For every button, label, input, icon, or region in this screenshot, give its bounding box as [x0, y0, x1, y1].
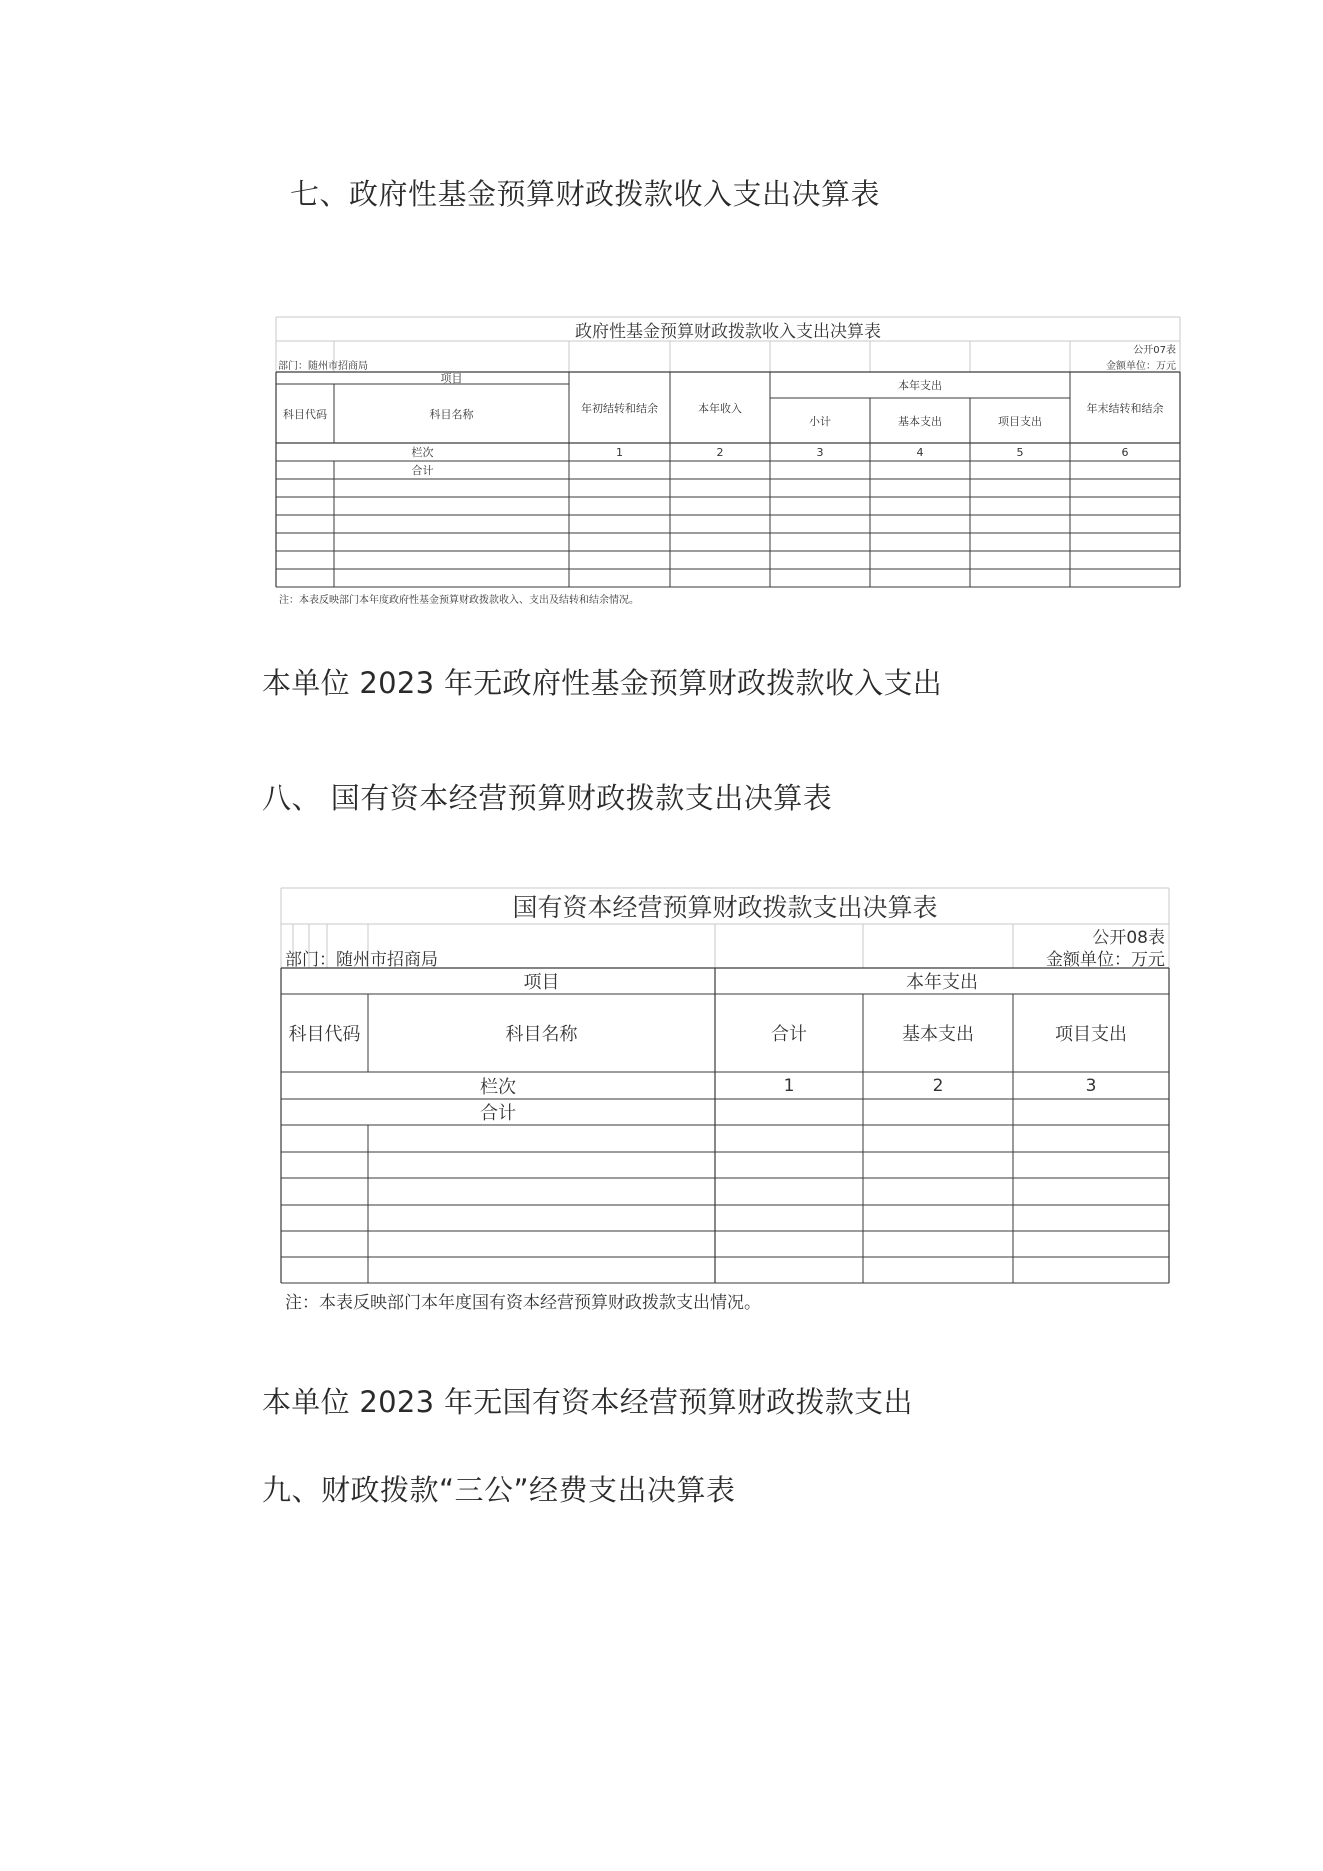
col-year-income: 本年收入: [698, 401, 742, 415]
gov-fund-table-image: [276, 317, 1180, 609]
col-begin-balance: 年初结转和结余: [581, 401, 658, 415]
col-subject-code: 科目代码: [283, 407, 327, 421]
col-subject-name: 科目名称: [505, 1024, 578, 1045]
col-project-expense: 项目支出: [998, 414, 1042, 428]
col-subtotal: 小计: [809, 414, 831, 428]
state-capital-table-image: [281, 888, 1169, 1323]
column-index-2: 2: [932, 1075, 944, 1096]
col-subject-name: 科目名称: [429, 407, 474, 421]
col-subject-code: 科目代码: [288, 1024, 361, 1045]
col-total: 合计: [771, 1024, 807, 1045]
column-index-1: 1: [616, 445, 623, 459]
header-year-expense: 本年支出: [906, 972, 978, 993]
section8-statement: 本单位 2023 年无国有资本经营预算财政拨款支出: [262, 1385, 913, 1419]
table-note: 注：本表反映部门本年度政府性基金预算财政拨款收入、支出及结转和结余情况。: [279, 594, 639, 606]
column-index-6: 6: [1121, 445, 1129, 459]
table-title: 政府性基金预算财政拨款收入支出决算表: [575, 321, 881, 342]
section7-heading: 七、政府性基金预算财政拨款收入支出决算表: [290, 177, 881, 211]
header-item: 项目: [440, 372, 463, 385]
table-note: 注：本表反映部门本年度国有资本经营预算财政拨款支出情况。: [285, 1292, 761, 1313]
row-index-label: 栏次: [480, 1076, 516, 1098]
col-basic-expense: 基本支出: [902, 1024, 974, 1045]
col-basic-expense: 基本支出: [898, 414, 942, 428]
col-project-expense: 项目支出: [1055, 1024, 1127, 1045]
header-year-expense: 本年支出: [898, 379, 942, 392]
column-index-1: 1: [783, 1075, 795, 1096]
form-number: 公开07表: [1133, 345, 1176, 356]
column-index-5: 5: [1016, 445, 1024, 459]
column-index-4: 4: [916, 445, 924, 459]
column-index-2: 2: [716, 445, 724, 459]
row-total-label: 合计: [411, 464, 434, 477]
row-index-label: 栏次: [411, 446, 434, 459]
header-item: 项目: [523, 972, 560, 993]
table-title: 国有资本经营预算财政拨款支出决算表: [512, 893, 938, 922]
department-label: 部门：随州市招商局: [285, 949, 438, 970]
col-end-balance: 年末结转和结余: [1086, 401, 1164, 415]
section9-heading: 九、财政拨款“三公”经费支出决算表: [262, 1473, 736, 1507]
column-index-3: 3: [816, 445, 824, 459]
amount-unit: 金额单位：万元: [1106, 360, 1176, 372]
section8-heading: 八、 国有资本经营预算财政拨款支出决算表: [262, 781, 833, 815]
department-label: 部门：随州市招商局: [278, 360, 368, 372]
section7-statement: 本单位 2023 年无政府性基金预算财政拨款收入支出: [262, 666, 943, 700]
row-total-label: 合计: [480, 1103, 516, 1124]
form-number: 公开08表: [1092, 927, 1165, 948]
column-index-3: 3: [1085, 1075, 1097, 1096]
amount-unit: 金额单位：万元: [1046, 949, 1165, 970]
